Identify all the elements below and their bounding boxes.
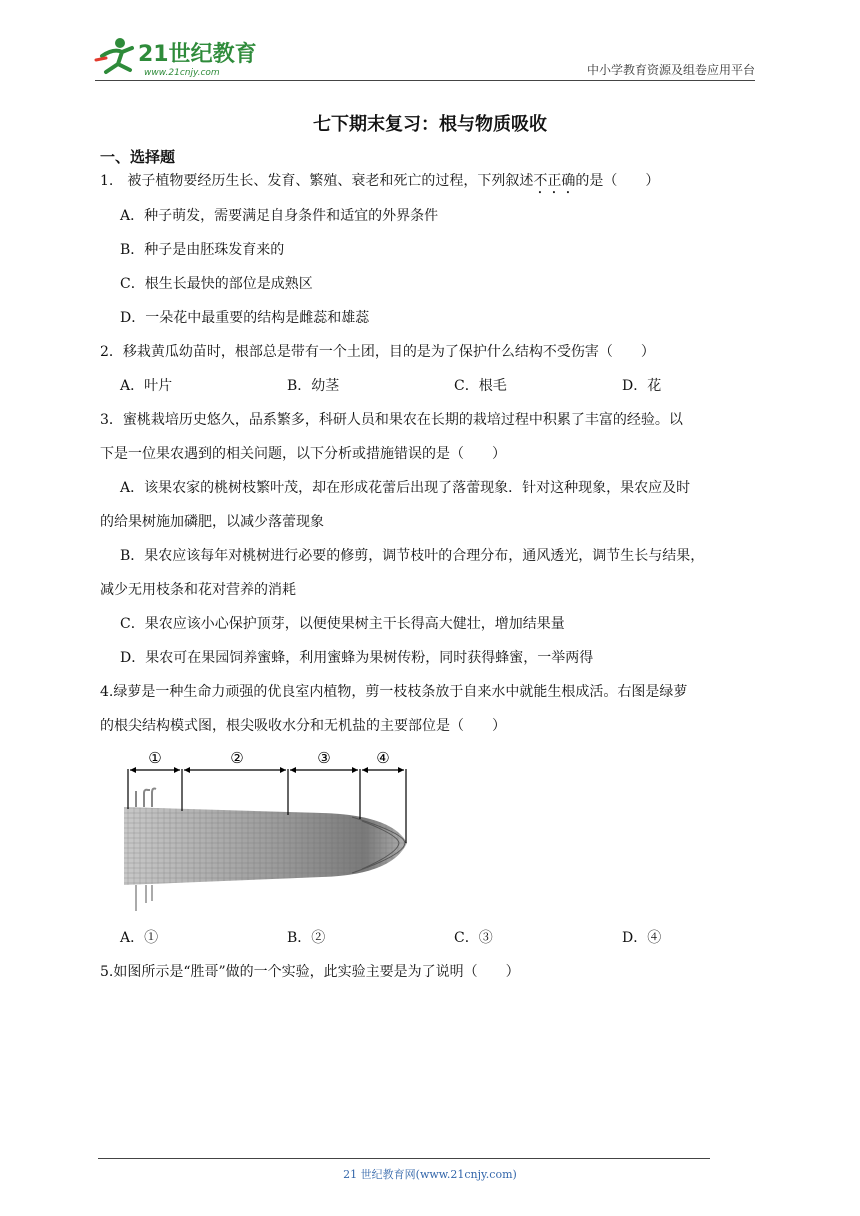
zone-label-4: ④ bbox=[376, 749, 390, 767]
page-title: 七下期末复习：根与物质吸收 bbox=[313, 114, 547, 135]
q3-option-a-line2: 的给果树施加磷肥，以减少落蕾现象 bbox=[100, 514, 324, 530]
emphasis-not-correct: 不正确 bbox=[533, 173, 576, 189]
question-3-stem-line1: 3．蜜桃栽培历史悠久，品系繁多，科研人员和果农在长期的栽培过程中积累了丰富的经验。以 bbox=[100, 412, 683, 428]
root-hair-top bbox=[136, 789, 156, 808]
q4-option-b: B．② bbox=[287, 930, 326, 946]
zone-label-1: ① bbox=[148, 749, 162, 767]
q1-option-b: B．种子是由胚珠发育来的 bbox=[120, 242, 285, 258]
q4-option-d: D．④ bbox=[622, 930, 662, 946]
q1-option-c: C．根生长最快的部位是成熟区 bbox=[120, 276, 313, 292]
runner-icon bbox=[96, 38, 132, 72]
q2-option-b: B．幼茎 bbox=[287, 378, 340, 394]
q2-option-a: A．叶片 bbox=[120, 378, 173, 394]
question-4-stem-line2: 的根尖结构模式图，根尖吸收水分和无机盐的主要部位是（ ） bbox=[100, 718, 506, 734]
q3-option-b-line1: B．果农应该每年对桃树进行必要的修剪，调节枝叶的合理分布，通风透光，调节生长与结果， bbox=[120, 548, 705, 564]
question-1-stem: 1. 被子植物要经历生长、发育、繁殖、衰老和死亡的过程，下列叙述不正确的是（ ） bbox=[100, 173, 660, 189]
q1-option-a: A．种子萌发，需要满足自身条件和适宜的外界条件 bbox=[120, 208, 439, 224]
q4-option-a: A．① bbox=[120, 930, 159, 946]
site-logo bbox=[92, 34, 262, 78]
q3-option-a-line1: A．该果农家的桃树枝繁叶茂，却在形成花蕾后出现了落蕾现象．针对这种现象，果农应及时 bbox=[120, 480, 691, 496]
root-hair-bottom bbox=[136, 885, 152, 911]
root-tip-diagram bbox=[122, 743, 414, 923]
question-5-stem: 5.如图所示是“胜哥”做的一个实验，此实验主要是为了说明（ ） bbox=[100, 964, 520, 980]
footer-link[interactable]: 21 世纪教育网(www.21cnjy.com) bbox=[343, 1168, 517, 1181]
q3-option-c: C．果农应该小心保护顶芽，以便使果树主干长得高大健壮，增加结果量 bbox=[120, 616, 565, 632]
logo-text: 21世纪教育 bbox=[138, 42, 257, 67]
footer-divider bbox=[98, 1158, 710, 1159]
header-divider bbox=[95, 80, 755, 81]
zone-label-2: ② bbox=[230, 749, 244, 767]
question-4-stem-line1: 4.绿萝是一种生命力顽强的优良室内植物，剪一枝枝条放于自来水中就能生根成活。右图是绿萝 bbox=[100, 684, 688, 700]
q3-option-d: D．果农可在果园饲养蜜蜂，利用蜜蜂为果树传粉，同时获得蜂蜜，一举两得 bbox=[120, 650, 594, 666]
q2-option-c: C．根毛 bbox=[454, 378, 507, 394]
q4-option-c: C．③ bbox=[454, 930, 493, 946]
q3-option-b-line2: 减少无用枝条和花对营养的消耗 bbox=[100, 582, 296, 598]
logo-url: www.21cnjy.com bbox=[144, 68, 220, 78]
q1-option-d: D．一朵花中最重要的结构是雌蕊和雄蕊 bbox=[120, 310, 370, 326]
q2-option-d: D．花 bbox=[622, 378, 662, 394]
question-3-stem-line2: 下是一位果农遇到的相关问题，以下分析或措施错误的是（ ） bbox=[100, 446, 506, 462]
header-right-text: 中小学教育资源及组卷应用平台 bbox=[586, 63, 755, 77]
question-2-stem: 2．移栽黄瓜幼苗时，根部总是带有一个土团，目的是为了保护什么结构不受伤害（ ） bbox=[100, 344, 655, 360]
section-heading: 一、选择题 bbox=[100, 148, 176, 166]
zone-label-3: ③ bbox=[317, 749, 331, 767]
